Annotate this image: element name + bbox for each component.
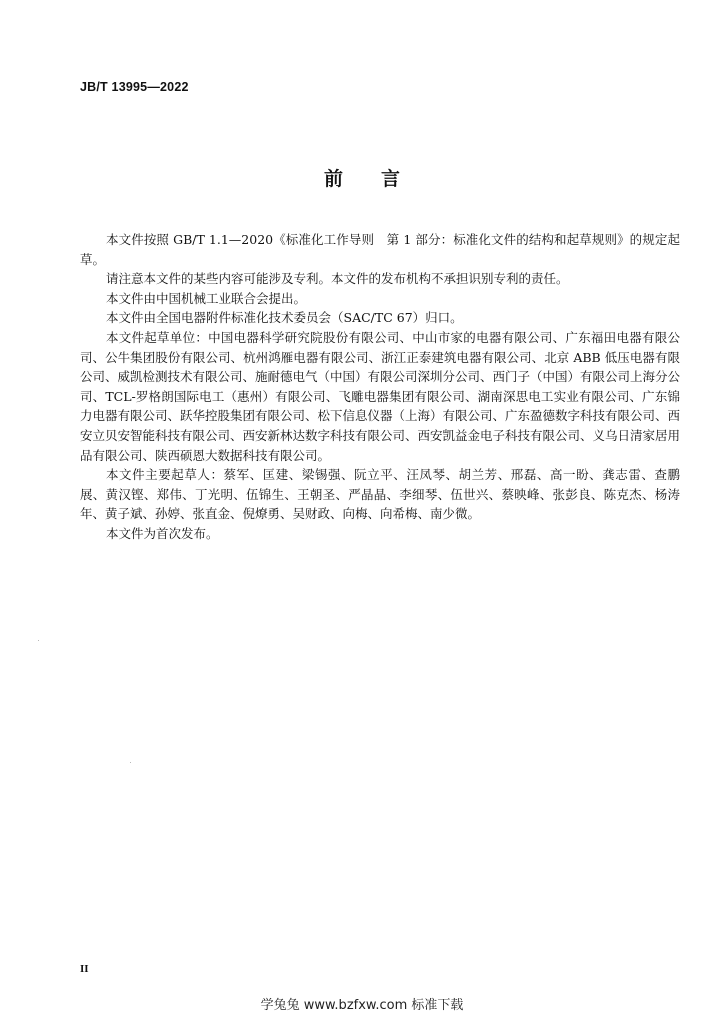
page-number: II [80, 963, 89, 975]
paragraph-first-edition: 本文件为首次发布。 [106, 525, 219, 541]
scan-speck [130, 762, 131, 763]
scan-speck [38, 640, 39, 641]
paragraph-drafters: 本文件主要起草人：蔡军、匡建、梁锡强、阮立平、汪凤琴、胡兰芳、邢磊、高一盼、龚志雷、查鹏展、黄汉铿、郑伟、丁光明、伍锦生、王朝圣、严晶晶、李细琴、伍世兴、蔡映峰、张彭良、陈克杰、杨涛年、黄子斌、孙婷、张直金、倪燎勇、吴财政、向梅、向希梅、南少微。 [80, 467, 680, 522]
paragraph-committee: 本文件由全国电器附件标准化技术委员会（SAC/TC 67）归口。 [106, 310, 463, 326]
paragraph-proposer: 本文件由中国机械工业联合会提出。 [106, 290, 307, 306]
paragraph-patent-notice: 请注意本文件的某些内容可能涉及专利。本文件的发布机构不承担识别专利的责任。 [106, 271, 569, 287]
paragraph-drafting-organizations: 本文件起草单位：中国电器科学研究院股份有限公司、中山市家的电器有限公司、广东福田电器有限公司、公牛集团股份有限公司、杭州鸿雁电器有限公司、浙江正泰建筑电器有限公司、北京 ABB 低压电器有限公司、威凯检测技术有限公司、施耐德电气（中国）有限公司深圳分公司、西门子（中国）有限公司上海分公司、TCL-罗格朗国际电工（惠州）有限公司、飞雕电器集团有限公司、湖南深思电工实业有限公司、广东锦力电器有限公司、跃华控股集团有限公司、松下信息仪器（上海）有限公司、广东盈德数字科技有限公司、西安立贝安智能科技有限公司、西安新林达数字科技有限公司、西安凯益金电子科技有限公司、义乌日清家居用品有限公司、陕西硕恩大数据科技有限公司。 [80, 329, 681, 463]
paragraph-drafting-rules: 本文件按照 GB/T 1.1—2020《标准化工作导则 第 1 部分：标准化文件的结构和起草规则》的规定起草。 [80, 232, 680, 267]
watermark-footer: 学兔兔 www.bzfxw.com 标准下载 [260, 998, 464, 1013]
foreword-body [80, 230, 680, 544]
document-code: JB/T 13995—2022 [80, 80, 189, 94]
page-title: 前言 [323, 168, 438, 190]
